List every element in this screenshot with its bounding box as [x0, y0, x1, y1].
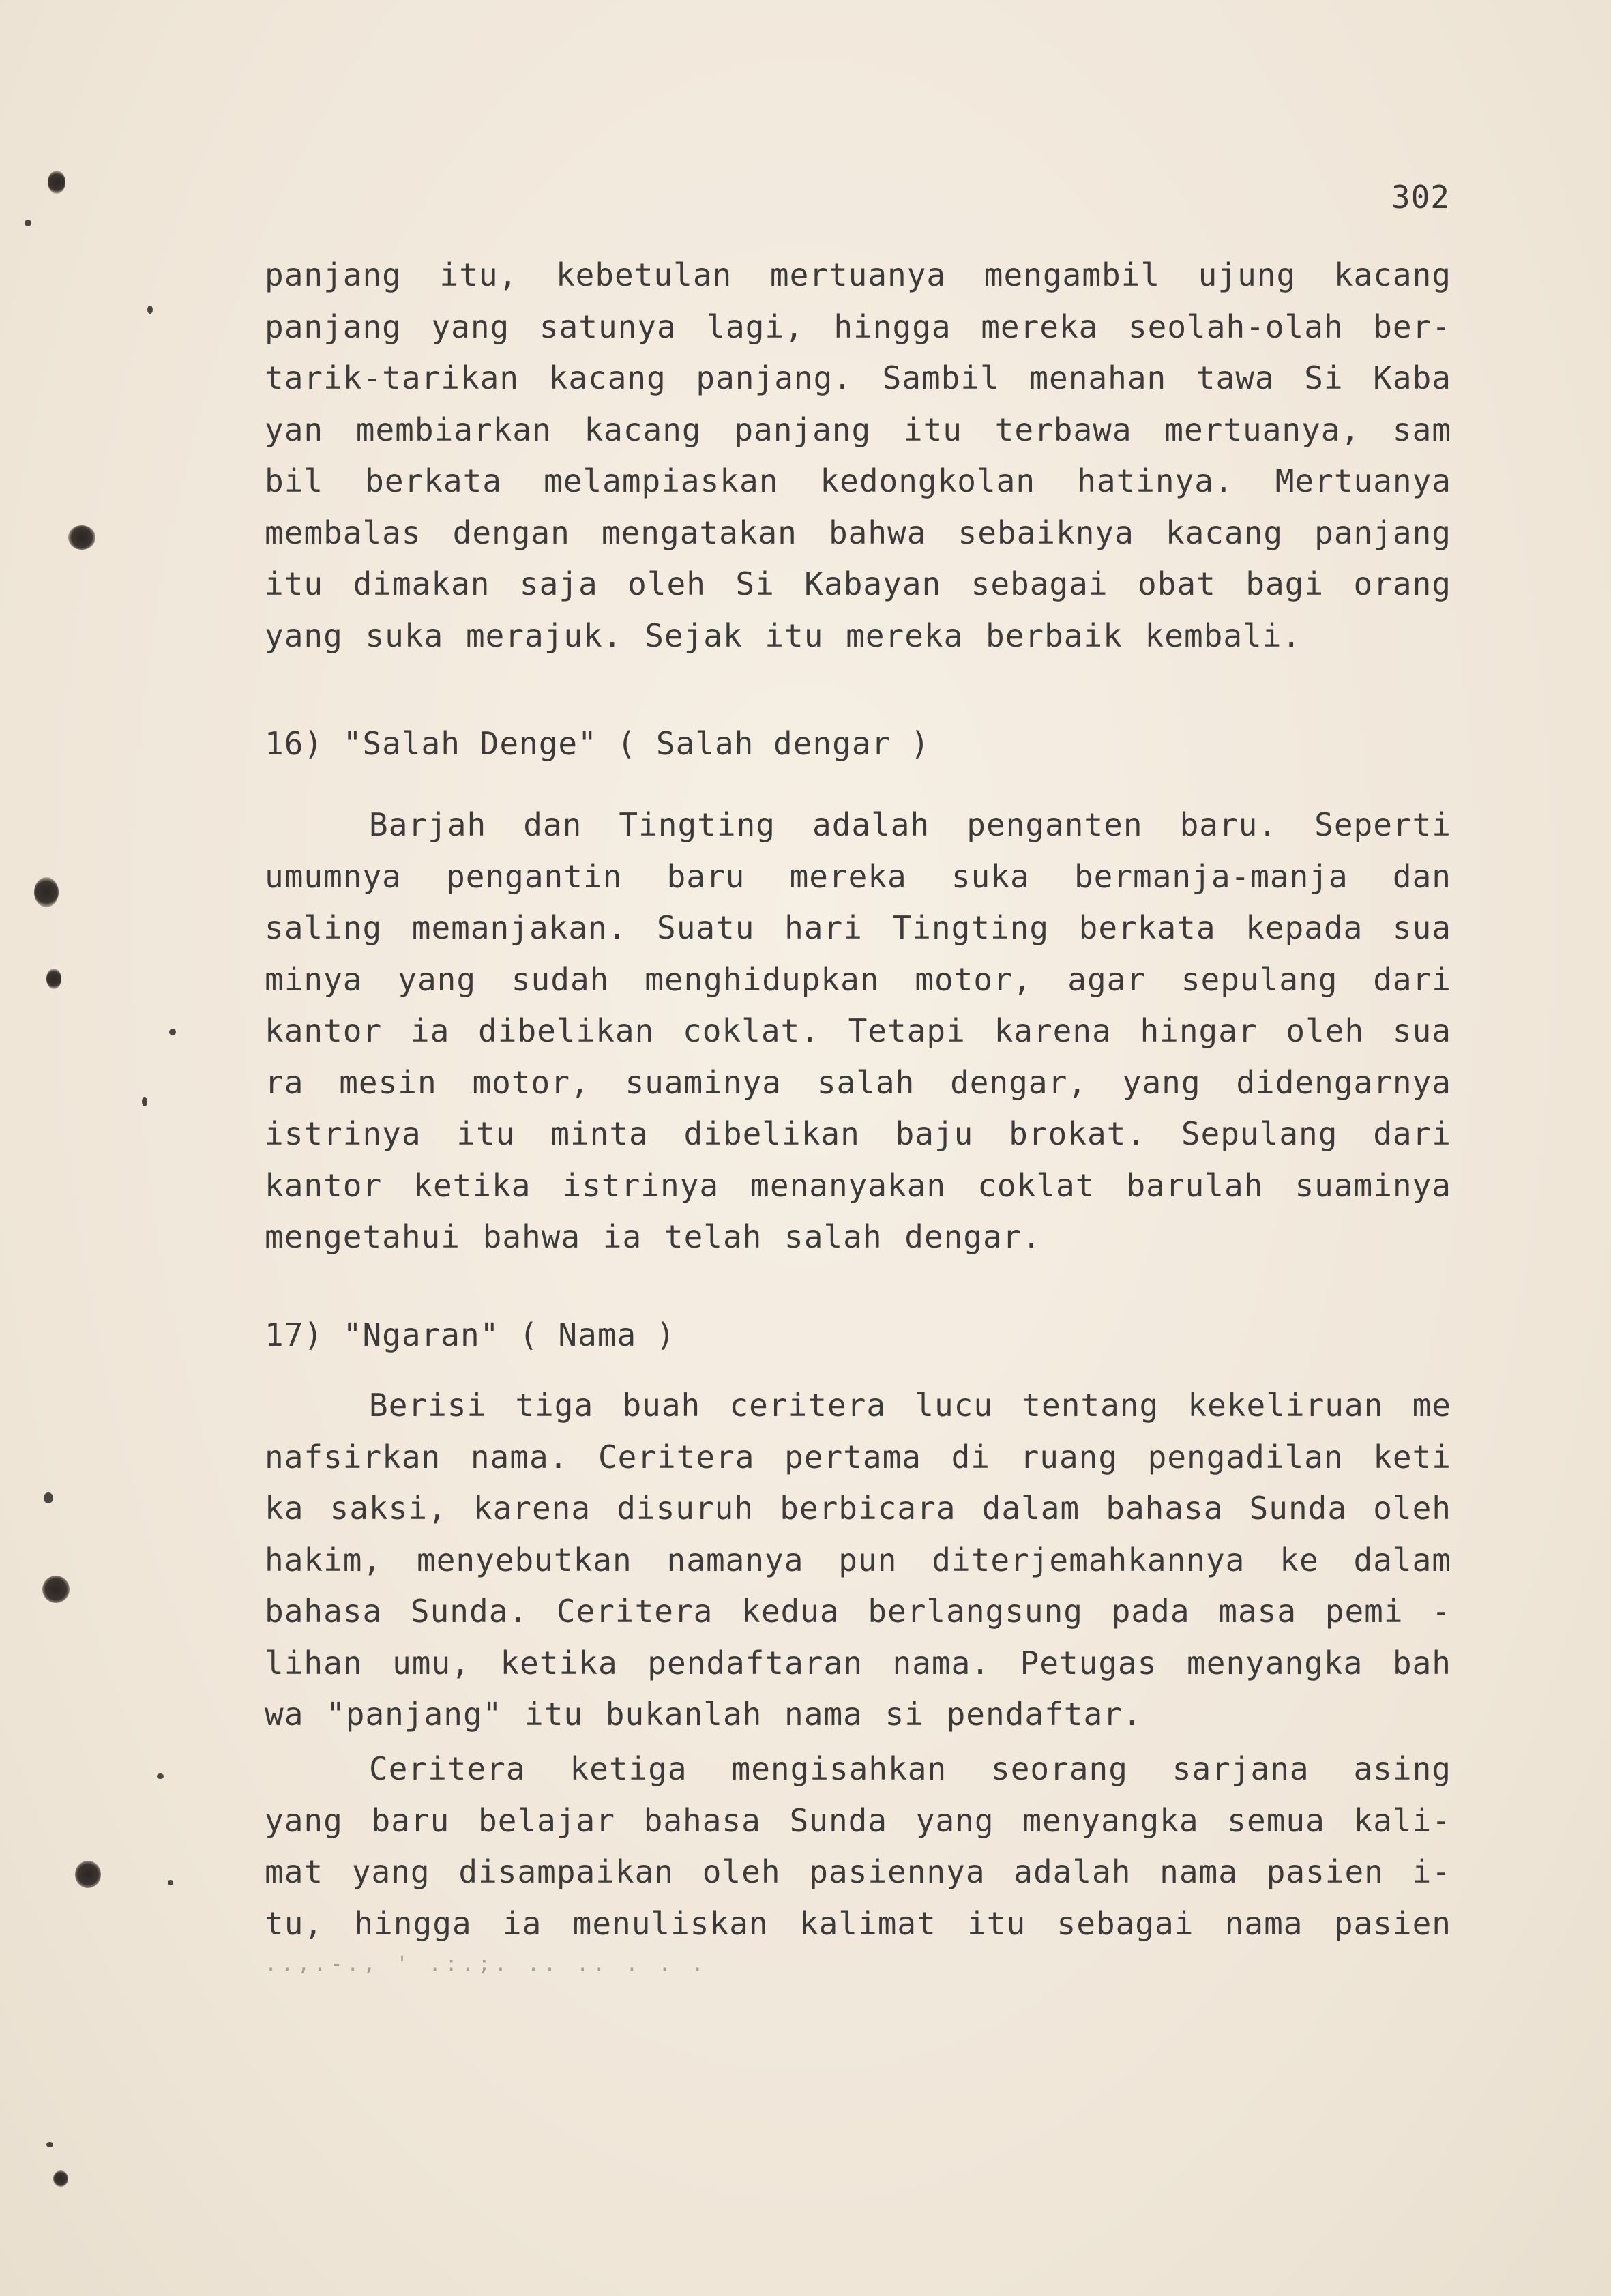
text-line: mat yang disampaikan oleh pasiennya adalah nama pasien i- — [265, 1853, 1451, 1890]
faint-cut-off-line: ..,.-., ' .:.;. .. .. . . . — [265, 1952, 708, 1976]
text-line: tu, hingga ia menuliskan kalimat itu sebagai nama pasien — [265, 1904, 1451, 1942]
paragraph-1 — [265, 250, 1451, 662]
page-number: 302 — [1391, 179, 1450, 216]
text-line: yang baru belajar bahasa Sunda yang menyangka semua kali- — [265, 1801, 1451, 1839]
section-heading-17: 17) "Ngaran" ( Nama ) — [265, 1316, 676, 1353]
text-line: saling memanjakan. Suatu hari Tingting berkata kepada sua — [265, 909, 1451, 946]
binder-hole — [68, 525, 95, 550]
speck — [168, 1880, 173, 1885]
section-heading-16: 16) "Salah Denge" ( Salah dengar ) — [265, 725, 930, 762]
text-line: itu dimakan saja oleh Si Kabayan sebagai obat bagi orang — [265, 565, 1451, 602]
speck — [25, 220, 31, 226]
binder-hole — [53, 2170, 68, 2187]
text-line: nafsirkan nama. Ceritera pertama di ruang pengadilan keti — [265, 1438, 1451, 1475]
text-line: wa "panjang" itu bukanlah nama si pendaftar. — [265, 1696, 1142, 1733]
speck — [142, 1097, 147, 1106]
text-line: hakim, menyebutkan namanya pun diterjemahkannya ke dalam — [265, 1541, 1451, 1578]
text-line: Ceritera ketiga mengisahkan seorang sarjana asing — [369, 1750, 1451, 1787]
binder-hole — [46, 969, 61, 989]
text-line: lihan umu, ketika pendaftaran nama. Petugas menyangka bah — [265, 1644, 1451, 1681]
text-line: yan membiarkan kacang panjang itu terbawa mertuanya, sam — [265, 411, 1451, 448]
text-line: Barjah dan Tingting adalah penganten baru. Seperti — [369, 806, 1451, 843]
text-line: ka saksi, karena disuruh berbicara dalam bahasa Sunda oleh — [265, 1490, 1451, 1527]
text-line: yang suka merajuk. Sejak itu mereka berbaik kembali. — [265, 617, 1302, 654]
speck — [46, 2142, 53, 2147]
binder-hole — [48, 171, 65, 194]
binder-hole — [75, 1861, 101, 1888]
text-line: ra mesin motor, suaminya salah dengar, yang didengarnya — [265, 1063, 1451, 1101]
text-line: panjang itu, kebetulan mertuanya mengambil ujung kacang — [265, 256, 1451, 293]
speck — [157, 1773, 164, 1779]
speck — [169, 1029, 176, 1035]
text-line: tarik-tarikan kacang panjang. Sambil menahan tawa Si Kaba — [265, 359, 1451, 396]
paragraph-2 — [265, 799, 1451, 1263]
speck — [147, 306, 153, 314]
text-line: membalas dengan mengatakan bahwa sebaiknya kacang panjang — [265, 514, 1451, 551]
text-line: panjang yang satunya lagi, hingga mereka seolah-olah ber- — [265, 308, 1451, 345]
text-line: Berisi tiga buah ceritera lucu tentang kekeliruan me — [369, 1387, 1451, 1424]
text-line: minya yang sudah menghidupkan motor, agar sepulang dari — [265, 960, 1451, 998]
text-line: kantor ia dibelikan coklat. Tetapi karena hingar oleh sua — [265, 1012, 1451, 1049]
text-line: istrinya itu minta dibelikan baju brokat. Sepulang dari — [265, 1115, 1451, 1152]
binder-hole — [42, 1576, 70, 1603]
speck — [44, 1492, 53, 1503]
text-line: bil berkata melampiaskan kedongkolan hatinya. Mertuanya — [265, 462, 1451, 499]
paragraph-4 — [265, 1743, 1451, 1949]
text-line: mengetahui bahwa ia telah salah dengar. — [265, 1218, 1042, 1255]
text-line: umumnya pengantin baru mereka suka bermanja-manja dan — [265, 857, 1451, 895]
text-line: kantor ketika istrinya menanyakan coklat barulah suaminya — [265, 1166, 1451, 1204]
binder-hole — [34, 877, 59, 907]
paragraph-3 — [265, 1380, 1451, 1741]
text-line: bahasa Sunda. Ceritera kedua berlangsung pada masa pemi - — [265, 1593, 1451, 1630]
